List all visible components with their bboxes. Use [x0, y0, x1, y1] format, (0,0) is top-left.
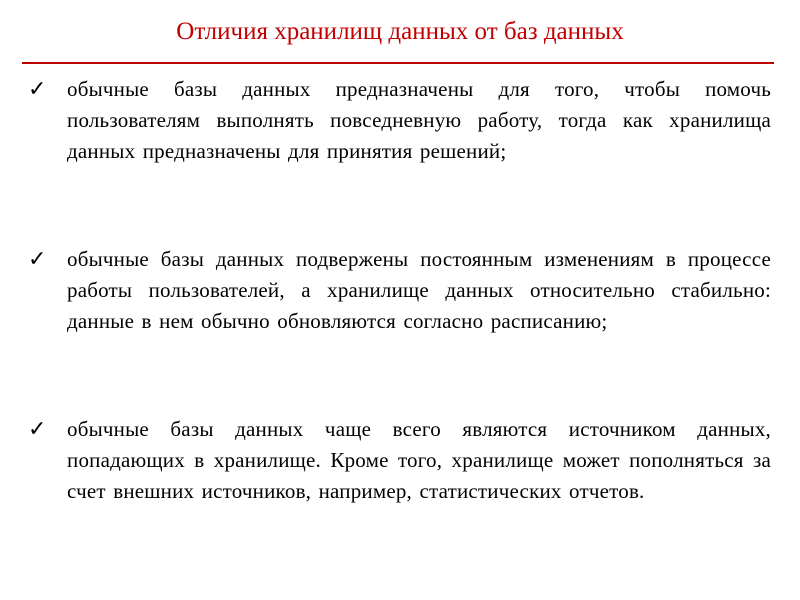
checkmark-icon: ✓	[28, 77, 47, 102]
title-divider	[22, 62, 774, 64]
bullet-text-3: обычные базы данных чаще всего являются источником данных, попадающих в хранилище. Кроме того, хранилище может пополняться за счет внешних источников, например, статистических отчетов.	[67, 417, 771, 503]
bullet-text-2: обычные базы данных подвержены постоянным изменениям в процессе работы пользователей, а хранилище данных относительно стабильно: данные в нем обычно обновляются согласно расписанию;	[67, 247, 771, 333]
checkmark-icon: ✓	[28, 247, 47, 272]
bullet-text-1: обычные базы данных предназначены для того, чтобы помочь пользователям выполнять повседневную работу, тогда как хранилища данных предназначены для принятия решений;	[67, 77, 771, 163]
slide-title: Отличия хранилищ данных от баз данных	[176, 18, 624, 45]
checkmark-icon: ✓	[28, 417, 47, 442]
